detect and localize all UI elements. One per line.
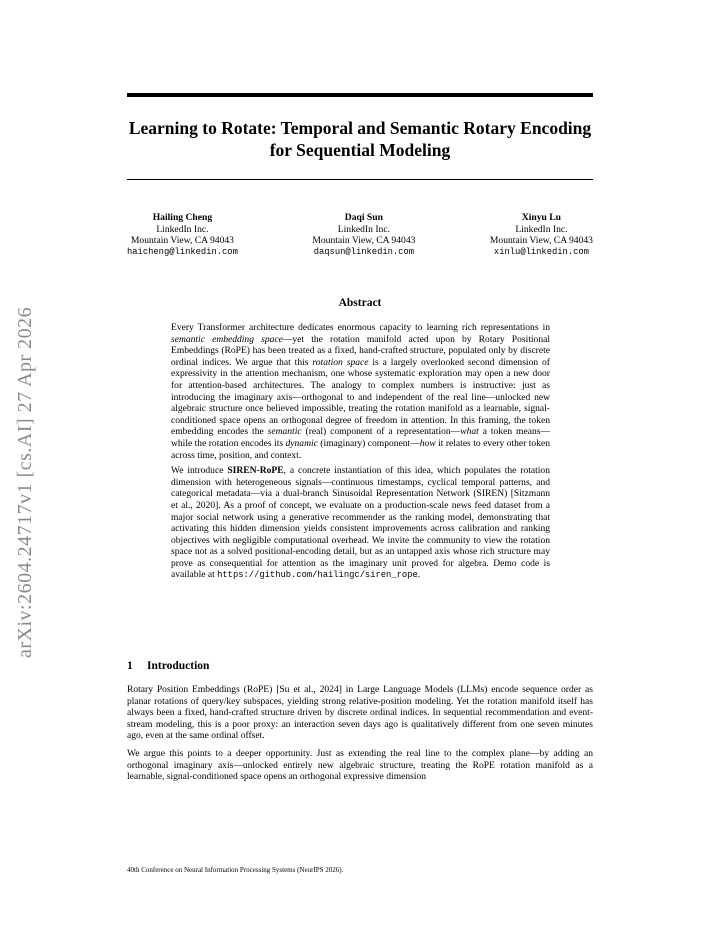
author-email[interactable]: haicheng@linkedin.com	[127, 246, 238, 257]
abstract-text: (imaginary) component—	[317, 437, 420, 449]
abstract-text: a token means—while the rotation encodes its	[171, 426, 550, 449]
author-name: Daqi Sun	[344, 212, 383, 223]
author-3	[490, 212, 593, 258]
intro-paragraph-1: Rotary Position Embeddings (RoPE) [Su et al., 2024] in Large Language Models (LLMs) encode sequence order as planar rotations of query/key subspaces, yielding strong relative-position modeling. Yet the rotation manifold itself has always been a fixed, hand-crafted structure driven by discrete ordinal indices. In sequential recommendation and event-stream modeling, this is a poor proxy: an interaction seven days ago is qualitatively different from one seven minutes ago, even at the same ordinal offset.	[127, 684, 593, 742]
abstract-text: —yet the rotation manifold acted upon by Rotary Positional Embeddings (RoPE) has been treated as a fixed, hand-crafted structure, populated only by discrete ordinal indices. We argue that this	[171, 333, 550, 368]
author-email[interactable]: xinlu@linkedin.com	[493, 246, 589, 257]
conference-footnote: 40th Conference on Neural Information Processing Systems (NeurIPS 2026).	[127, 866, 344, 874]
abstract-emphasis: how	[419, 437, 436, 449]
section-number: 1	[127, 660, 133, 672]
abstract-emphasis: dynamic	[285, 437, 318, 449]
abstract-text: is a largely overlooked second dimension of expressivity in the attention mechanism, one whose systematic exploration may open a new door for attention-based architectures. The analogy to complex numbers is instructive: just as introducing the imaginary axis—orthogonal to and independent of the real line—unlocked new algebraic structure once believed impossible, treating the rotation manifold as a learnable, signal-conditioned space opens an orthogonal degree of freedom in attention. In this framing, the token embedding encodes the	[171, 356, 550, 438]
section-heading-introduction	[127, 660, 209, 672]
abstract-body	[171, 322, 550, 586]
introduction-body	[127, 684, 593, 789]
author-2	[312, 212, 415, 258]
abstract-text: We introduce	[171, 465, 228, 477]
author-1	[127, 212, 238, 258]
abstract-heading: Abstract	[338, 297, 382, 309]
title-bottom-rule	[127, 179, 593, 180]
abstract-text: , a concrete instantiation of this idea, which populates the rotation dimension with heterogeneous signals—continuous timestamps, cyclical temporal patterns, and categorical metadata—via a dual-branch Sinusoidal Representation Network (SIREN) [Sitzmann et al., 2020]. As a proof of concept, we evaluate on a production-scale news feed dataset from a major social network using a generative recommender as the ranking model, demonstrating that activating this hidden dimension yields consistent improvements across calibration and ranking objectives with negligible computational overhead. We invite the community to view the rotation space not as a solved positional-encoding detail, but as an untapped axis whose rich structure may prove as consequential for attention as the imaginary unit proved for algebra. Demo code is available at	[171, 465, 550, 581]
author-name: Xinyu Lu	[521, 212, 562, 223]
author-location: Mountain View, CA 94043	[489, 235, 593, 247]
code-repo-link[interactable]: https://github.com/hailingc/siren_rope	[217, 570, 418, 581]
method-name: SIREN-RoPE	[227, 465, 284, 477]
author-block	[127, 212, 593, 258]
author-location: Mountain View, CA 94043	[130, 235, 234, 247]
abstract-text: Every Transformer architecture dedicates enormous capacity to learning rich representations in	[171, 322, 550, 333]
author-email[interactable]: daqsun@linkedin.com	[313, 246, 415, 257]
intro-paragraph-2: We argue this points to a deeper opportunity. Just as extending the real line to the complex plane—by adding an orthogonal imaginary axis—unlocked entirely new algebraic structure, treating the RoPE rotation manifold as a learnable, signal-conditioned space opens an orthogonal expressive dimension	[127, 747, 593, 783]
abstract-emphasis: semantic embedding space	[171, 333, 283, 345]
author-affiliation: LinkedIn Inc.	[337, 223, 390, 235]
abstract-paragraph-2	[171, 465, 550, 582]
section-title: Introduction	[147, 660, 210, 672]
abstract-emphasis: rotation space	[312, 356, 369, 368]
author-name: Hailing Cheng	[152, 212, 213, 223]
abstract-text: it relates to every other token across time, position, and context.	[171, 437, 550, 461]
arxiv-identifier-stamp: arXiv:2604.24717v1 [cs.AI] 27 Apr 2026	[14, 306, 36, 658]
abstract-emphasis: what	[460, 426, 479, 438]
author-affiliation: LinkedIn Inc.	[156, 223, 209, 235]
abstract-text: (real) component of a representation—	[301, 426, 461, 438]
author-affiliation: LinkedIn Inc.	[515, 223, 568, 235]
abstract-emphasis: semantic	[267, 426, 302, 438]
author-location: Mountain View, CA 94043	[312, 235, 416, 247]
paper-title: Learning to Rotate: Temporal and Semantic Rotary Encoding for Sequential Modeling	[128, 118, 592, 160]
title-top-rule	[127, 93, 593, 97]
abstract-paragraph-1	[171, 322, 550, 461]
abstract-text: .	[417, 569, 421, 581]
